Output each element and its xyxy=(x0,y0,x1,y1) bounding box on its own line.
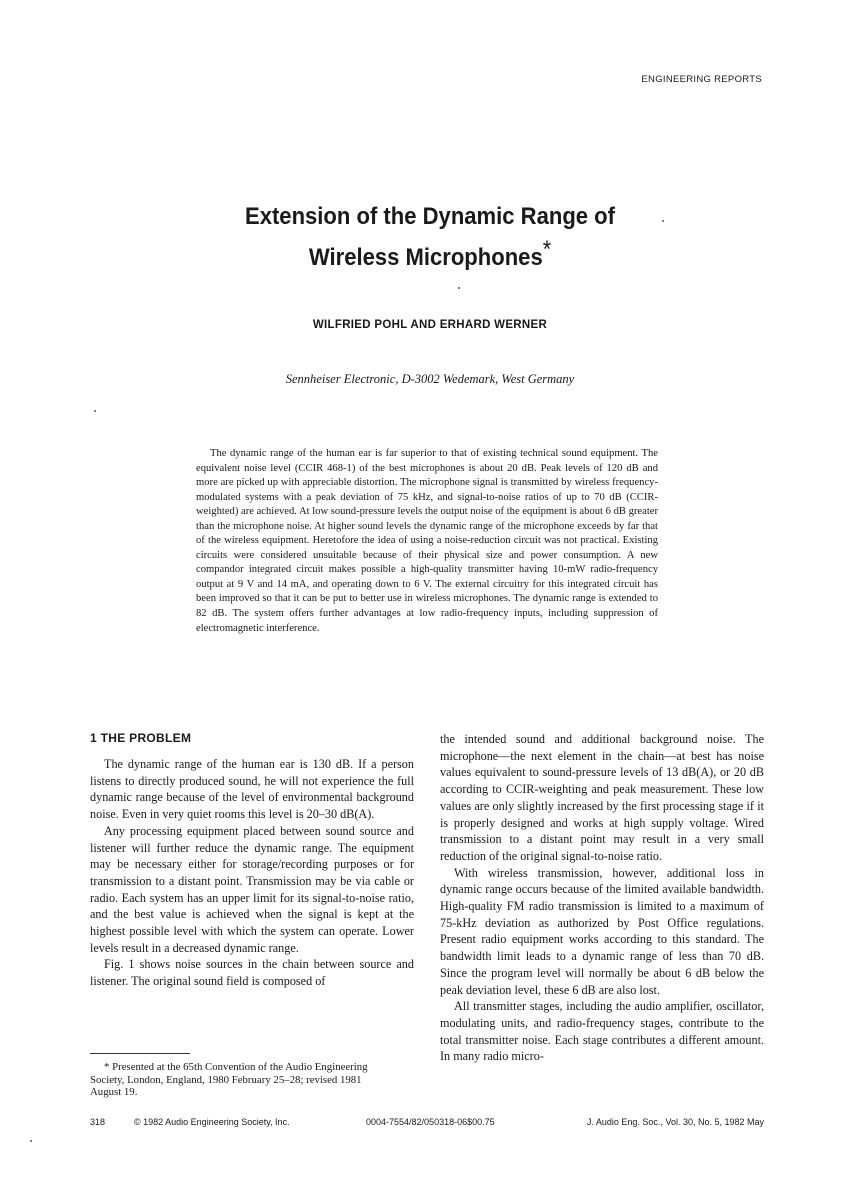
paragraph: Any processing equipment placed between sound source and listener will further reduce the dynamic range. The equipment may be necessary either for storage/recording purposes or for transmission to a distant point. Transmission may be via cable or radio. Each system has an upper limit for its signal-to-noise ratio, and the best value is achieved when the signal is kept at the highest possible level with which the system can operate. Lower levels result in a decreased dynamic range. xyxy=(90,823,414,955)
left-column xyxy=(90,756,414,990)
footnote: * Presented at the 65th Convention of the Audio Engineering Society, London, England, 1980 February 25–28; revised 1981 August 19. xyxy=(90,1061,368,1099)
paragraph: With wireless transmission, however, additional loss in dynamic range occurs because of the limited available bandwidth. High-quality FM radio transmission is limited to a maximum of 75-kHz deviation as authorized by Post Office regulations. Present radio equipment works according to this standard. The bandwidth limit leads to a dynamic range of less than 70 dB. Since the program level will normally be about 6 dB below the peak deviation level, these 6 dB are also lost. xyxy=(440,865,764,997)
section-heading: 1 THE PROBLEM xyxy=(90,731,192,745)
title-line-2: Wireless Microphones xyxy=(308,244,543,271)
running-head: ENGINEERING REPORTS xyxy=(641,74,762,85)
paper-title xyxy=(160,200,700,274)
copyright: © 1982 Audio Engineering Society, Inc. xyxy=(134,1117,290,1127)
paragraph: Fig. 1 shows noise sources in the chain between source and listener. The original sound field is composed of xyxy=(90,957,414,989)
title-footnote-mark: * xyxy=(542,236,552,263)
footnote-rule xyxy=(90,1053,190,1054)
scan-speck xyxy=(30,1140,32,1142)
abstract: The dynamic range of the human ear is far superior to that of existing technical sound equipment. The equivalent noise level (CCIR 468-1) of the best microphones is about 20 dB. Peak levels of 120 dB and more are picked up with appreciable distortion. The microphone signal is transmitted by wireless frequency-modulated systems with a peak deviation of 75 kHz, and signal-to-noise ratios of up to 70 dB (CCIR-weighted) are achieved. At low sound-pressure levels the output noise of the equipment is about 6 dB greater than the microphone noise. At higher sound levels the dynamic range of the microphone exceeds by far that of the wireless equipment. Heretofore the idea of using a noise-reduction circuit was not practical. Existing circuits were considered unsuitable because of their physical size and power consumption. A new compandor integrated circuit makes possible a high-quality transmitter having 10-mW radio-frequency output at 9 V and 14 mA, and operating down to 6 V. The external circuitry for this integrated circuit has been improved so that it can be put to better use in wireless microphones. The dynamic range is extended to 82 dB. The system offers further advantages at low radio-frequency inputs, including suppression of electromagnetic interference. xyxy=(196,448,658,634)
right-column xyxy=(440,731,764,1065)
article-code: 0004-7554/82/050318-06$00.75 xyxy=(366,1117,495,1127)
affiliation: Sennheiser Electronic, D-3002 Wedemark, West Germany xyxy=(285,372,575,386)
paragraph: All transmitter stages, including the audio amplifier, oscillator, modulating units, and radio-frequency stages, contribute to the total transmitter noise. Each stage contributes a different amount. In many radio micro- xyxy=(440,999,764,1064)
paragraph: The dynamic range of the human ear is 130 dB. If a person listens to directly produced sound, he will not experience the full dynamic range because of the level of environmental background noise. Even in very quiet rooms this level is 20–30 dB(A). xyxy=(90,757,414,822)
paragraph-continued: the intended sound and additional background noise. The microphone—the next element in the chain—at best has noise values equivalent to sound-pressure levels of 13 dB(A), or 20 dB according to CCIR-weighting and peak measurement. These low values are only slightly increased by the first processing stage if it is properly designed and works at high supply voltage. Wired transmission to a distant point may result in a very small reduction of the original signal-to-noise ratio. xyxy=(440,732,764,863)
scan-speck xyxy=(458,287,460,289)
scan-speck xyxy=(94,410,96,412)
page-number: 318 xyxy=(90,1117,106,1127)
authors: WILFRIED POHL AND ERHARD WERNER xyxy=(312,319,548,331)
journal-citation: J. Audio Eng. Soc., Vol. 30, No. 5, 1982 May xyxy=(586,1117,764,1127)
scan-speck xyxy=(662,220,664,222)
title-line-1: Extension of the Dynamic Range of xyxy=(244,203,616,230)
